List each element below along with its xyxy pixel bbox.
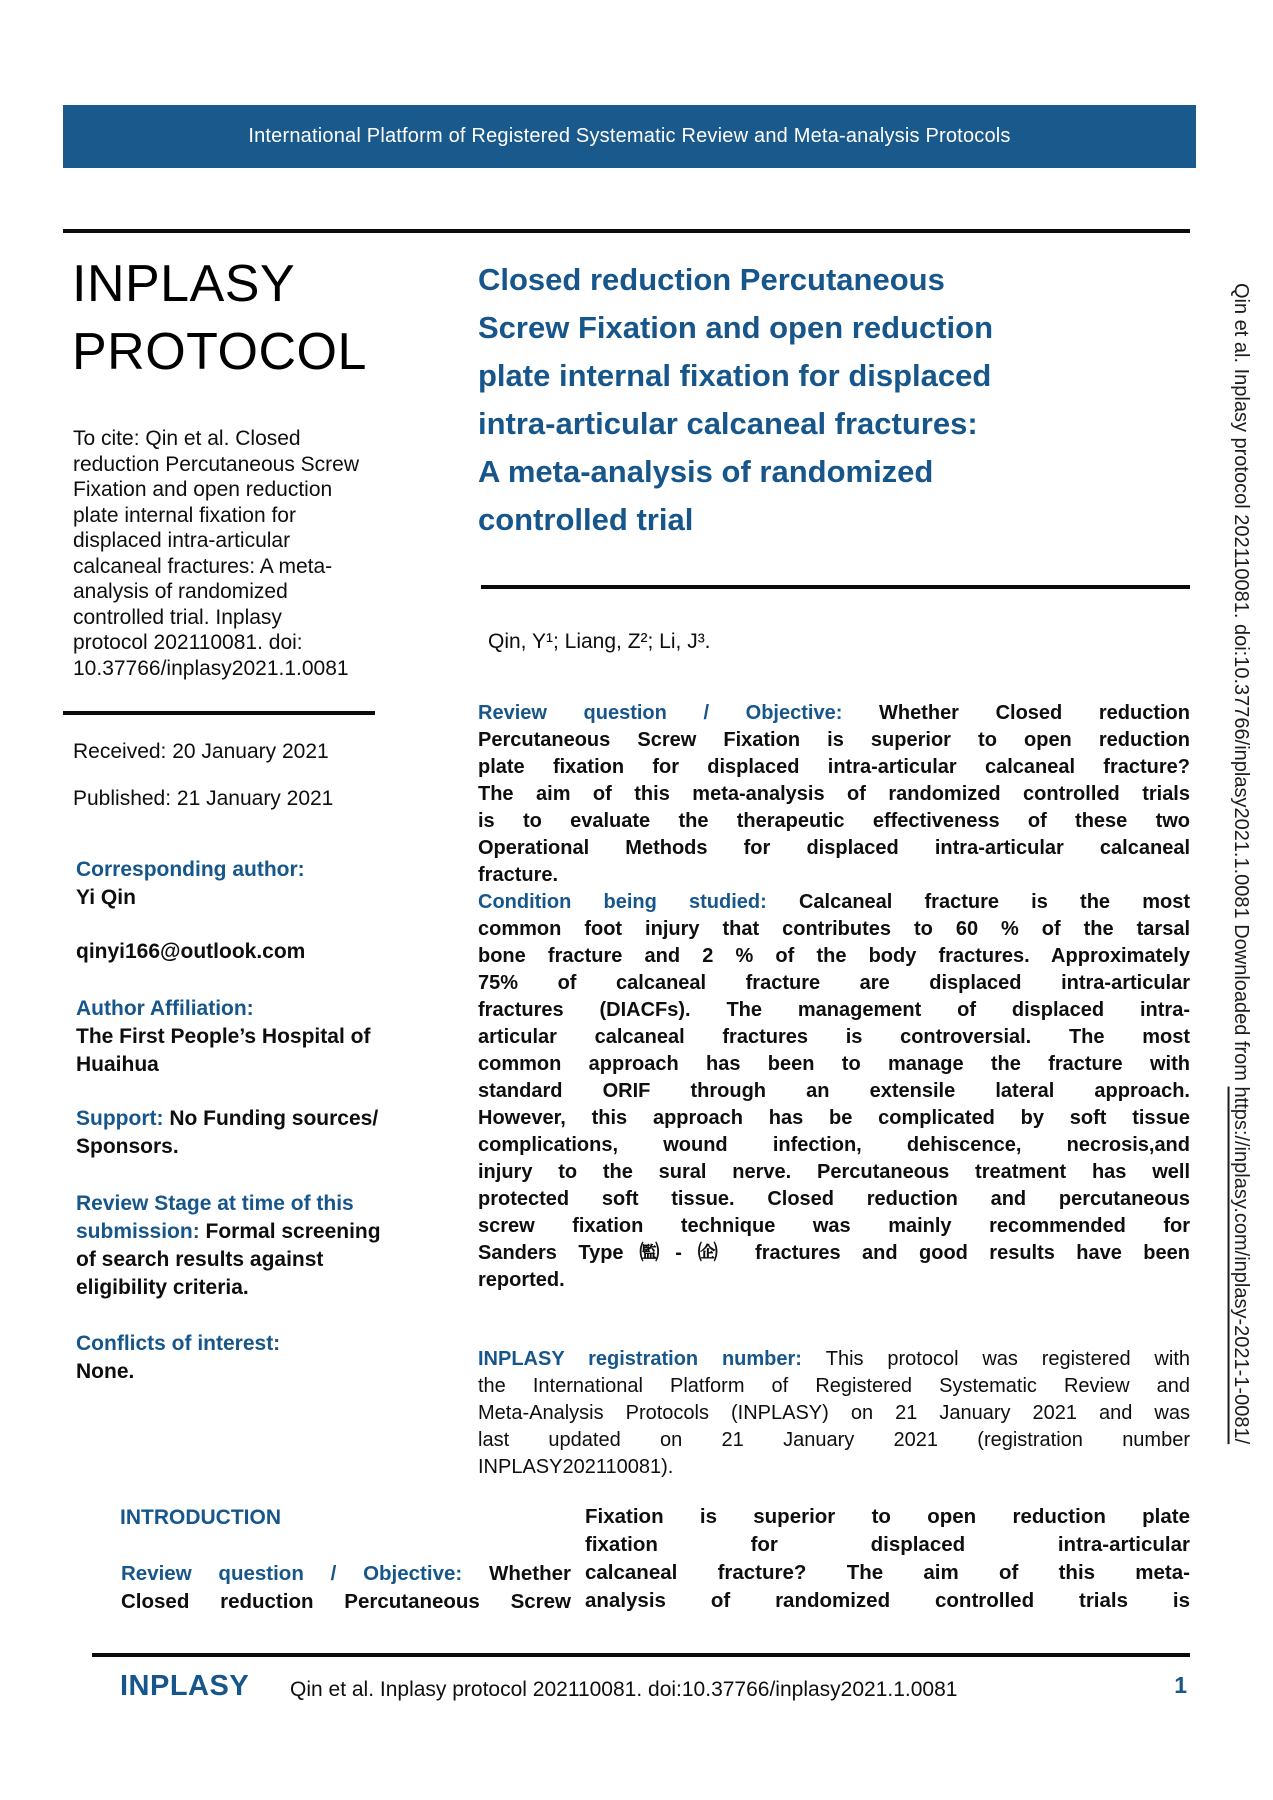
top-divider (63, 229, 1190, 233)
condition-last-line: reported. (478, 1269, 565, 1291)
affiliation-block (76, 995, 406, 1079)
registration-text: This protocol was registered with the International Platform of Registered Systematic Review and Meta-Analysis Protocols (INPLASY) on 21 January 2021 and was last updated on 21 January 2021 (registration number (478, 1348, 1190, 1451)
registration-label: INPLASY registration number: (478, 1348, 826, 1370)
footer-citation: Qin et al. Inplasy protocol 202110081. doi:10.37766/inplasy2021.1.0081 (290, 1678, 958, 1701)
corresponding-author-email: qinyi166@outlook.com (76, 940, 306, 963)
corresponding-author-name: Yi Qin (76, 886, 136, 909)
received-date: Received: 20 January 2021 (73, 740, 329, 763)
published-date: Published: 21 January 2021 (73, 787, 334, 810)
review-stage-label-line2: submission: (76, 1220, 206, 1243)
page-number: 1 (1174, 1672, 1187, 1698)
introduction-review-question-label: Review question / Objective: (121, 1562, 489, 1585)
abstract-column (478, 700, 1190, 1481)
review-question-label: Review question / Objective: (478, 702, 879, 724)
conflicts-label: Conflicts of interest: (76, 1332, 281, 1355)
registration-paragraph (478, 1346, 1190, 1481)
corresponding-author-label: Corresponding author: (76, 858, 305, 881)
registration-last-line: INPLASY202110081). (478, 1456, 674, 1478)
footer-divider (92, 1653, 1190, 1657)
to-cite-text: To cite: Qin et al. Closed reduction Percutaneous Screw Fixation and open reduction plate internal fixation for displaced intra-articular calcaneal fractures: A meta- analysis of randomized controlled trial. Inplasy protocol 202110081. doi: 10.37766/inplasy2021.1.0081 (73, 427, 359, 680)
condition-label: Condition being studied: (478, 891, 799, 913)
affiliation-label: Author Affiliation: (76, 997, 254, 1020)
condition-paragraph (478, 889, 1190, 1294)
conflicts-block (76, 1330, 406, 1386)
review-question-last-line: fracture. (478, 864, 559, 886)
platform-banner (63, 105, 1196, 168)
support-label: Support: (76, 1107, 170, 1130)
sidebar-download-notice (1229, 283, 1252, 1713)
review-question-text: Whether Closed reduction Percutaneous Screw Fixation is superior to open reduction plate fixation for displaced intra-articular calcaneal fracture? The aim of this meta-analysis of randomized controlled trials is to evaluate the therapeutic effectiveness of these two Operational Methods for displaced intra-articular calcaneal (478, 702, 1190, 859)
introduction-right-column: Fixation is superior to open reduction plate fixation for displaced intra-articular calcaneal fracture? The aim of this meta- analysis of randomized controlled trials is (585, 1505, 1190, 1612)
review-stage-label-line1: Review Stage at time of this (76, 1192, 354, 1215)
inplasy-logo: INPLASY (120, 1670, 250, 1702)
review-stage-block (76, 1190, 411, 1302)
article-title: Closed reduction Percutaneous Screw Fixation and open reduction plate internal fixation for displaced intra-articular calcaneal fractures: A meta-analysis of randomized controlled trial (478, 262, 994, 537)
review-question-paragraph (478, 700, 1190, 889)
introduction-left-column (121, 1560, 571, 1616)
introduction-review-question-text: Whether Closed reduction Percutaneous Screw (121, 1562, 571, 1613)
condition-text: Calcaneal fracture is the most common foot injury that contributes to 60 % of the tarsal bone fracture and 2 % of the body fractures. Approximately 75% of calcaneal fracture are displaced intra-articular fractures (DIACFs). The management of displaced intra- articular calcaneal fractures is controversial. The most common approach has been to manage the fracture with standard ORIF through an extensile lateral approach. However, this approach has be complicated by soft tissue complications, wound infection, dehiscence, necrosis,and injury to the sural nerve. Percutaneous treatment has well protected soft tissue. Closed reduction and percutaneous screw fixation technique was mainly recommended for Sanders Type㈼-㈽ fractures and good results have been (478, 891, 1190, 1264)
masthead-title: INPLASY PROTOCOL (72, 255, 367, 381)
sidebar-citation-text: Qin et al. Inplasy protocol 202110081. doi:10.37766/inplasy2021.1.0081 Downloaded from (1230, 283, 1252, 1087)
author-list: Qin, Y¹; Liang, Z²; Li, J³. (488, 630, 711, 653)
support-text: No Funding sources/ Sponsors. (76, 1107, 379, 1158)
title-divider (481, 585, 1190, 589)
support-block (76, 1105, 411, 1161)
left-column-divider (63, 711, 375, 715)
corresponding-author-block (76, 856, 406, 912)
affiliation-text: The First People’s Hospital of Huaihua (76, 1025, 371, 1076)
introduction-heading: INTRODUCTION (120, 1506, 281, 1529)
sidebar-download-link[interactable]: https://inplasy.com/inplasy-2021-1-0081/ (1230, 1086, 1252, 1445)
review-stage-text: Formal screening of search results against eligibility criteria. (76, 1220, 381, 1299)
platform-banner-text: International Platform of Registered Systematic Review and Meta-analysis Protocols (248, 125, 1011, 147)
conflicts-value: None. (76, 1360, 135, 1383)
